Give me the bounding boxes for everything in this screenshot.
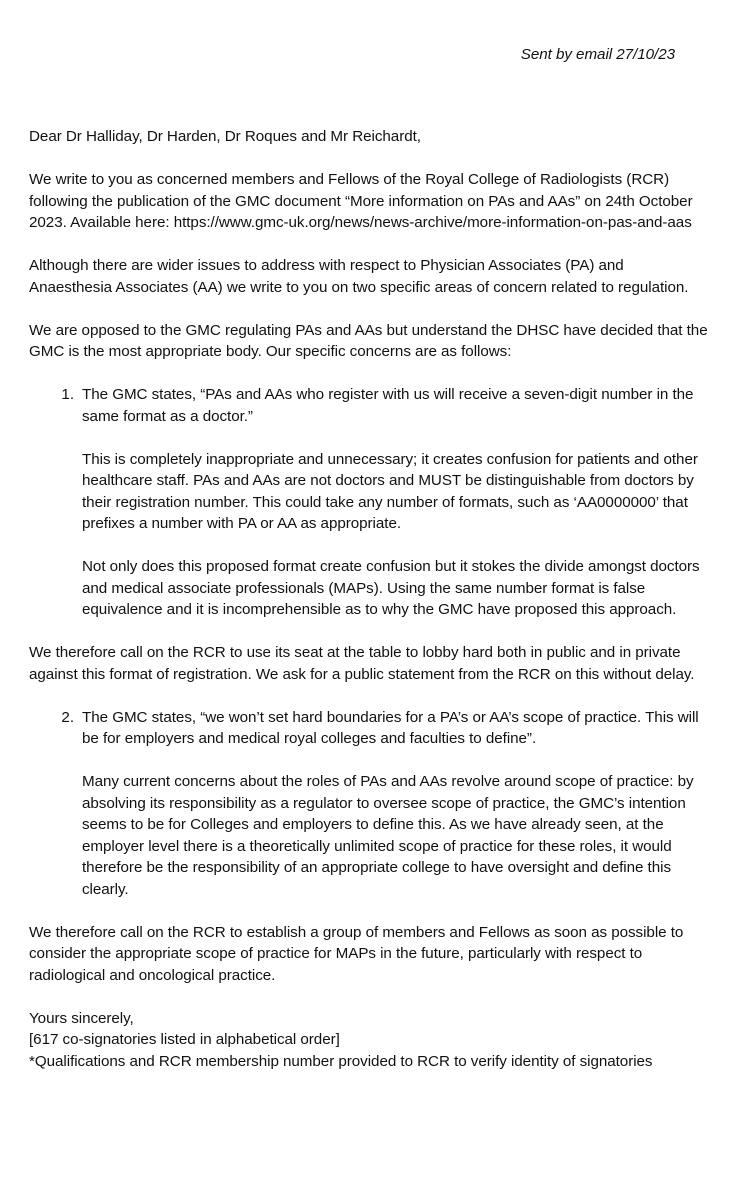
concern-1-content [82,384,702,621]
intro-paragraph: We write to you as concerned members and Fellows of the Royal College of Radiologists (RCR) following the publication of the GMC document “More information on PAs and AAs” on 24th October 2023. Available here: https://www.gmc-uk.org/news/news-archive/more-information-on-pas-and-aas [29,171,693,231]
salutation: Dear Dr Halliday, Dr Harden, Dr Roques and Mr Reichardt, [29,128,421,145]
concern-2-quote: The GMC states, “we won’t set hard boundaries for a PA’s or AA’s scope of practice. This will be for employers and medical royal colleges and faculties to define”. [82,708,699,747]
sign-off: Yours sincerely, [29,1009,134,1027]
concern-1-number: 1. [61,386,74,403]
concern-2-paragraph-1: Many current concerns about the roles of PAs and AAs revolve around scope of practice: by absolving its responsibility as a regulator to oversee scope of practice, the GMC’s intention seems to be for Colleges and employers to define this. As we have already seen, at the employer level there is a theoretically unlimited scope of practice for these roles, it would therefore be the responsibility of an appropriate college to have oversight and define this clearly. [82,773,694,898]
opposition-paragraph: We are opposed to the GMC regulating PAs and AAs but understand the DHSC have decided that the GMC is the most appropriate body. Our specific concerns are as follows: [29,321,708,360]
concern-2 [29,707,709,901]
wider-issues-paragraph: Although there are wider issues to address with respect to Physician Associates (PA) and Anaesthesia Associates (AA) we write to you on two specific areas of concern related to regulation. [29,257,689,296]
concern-1 [29,384,709,621]
verification-footnote: *Qualifications and RCR membership number provided to RCR to verify identity of signatories [29,1052,653,1070]
sent-date: Sent by email 27/10/23 [520,46,675,63]
closing [29,1008,709,1073]
concern-2-content [82,707,702,901]
call-to-action-1: We therefore call on the RCR to use its seat at the table to lobby hard both in public and in private against this format of registration. We ask for a public statement from the RCR on this without delay. [29,644,695,683]
concern-1-paragraph-2: Not only does this proposed format create confusion but it stokes the divide amongst doctors and medical associate professionals (MAPs). Using the same number format is false equivalence and it is incomprehensible as to why the GMC have proposed this approach. [82,558,700,618]
concern-1-paragraph-1: This is completely inappropriate and unnecessary; it creates confusion for patients and other healthcare staff. PAs and AAs are not doctors and MUST be distinguishable from doctors by their registration number. This could take any number of formats, such as ‘AA0000000’ that prefixes a number with PA or AA as appropriate. [82,450,698,532]
letter-body [29,126,709,1072]
signatories-note: [617 co-signatories listed in alphabetical order] [29,1031,340,1048]
call-to-action-2: We therefore call on the RCR to establish a group of members and Fellows as soon as possible to consider the appropriate scope of practice for MAPs in the future, particularly with respect to radiological and oncological practice. [29,923,684,984]
concern-2-number: 2. [61,708,74,726]
concern-1-quote: The GMC states, “PAs and AAs who register with us will receive a seven-digit number in the same format as a doctor.” [82,386,694,425]
